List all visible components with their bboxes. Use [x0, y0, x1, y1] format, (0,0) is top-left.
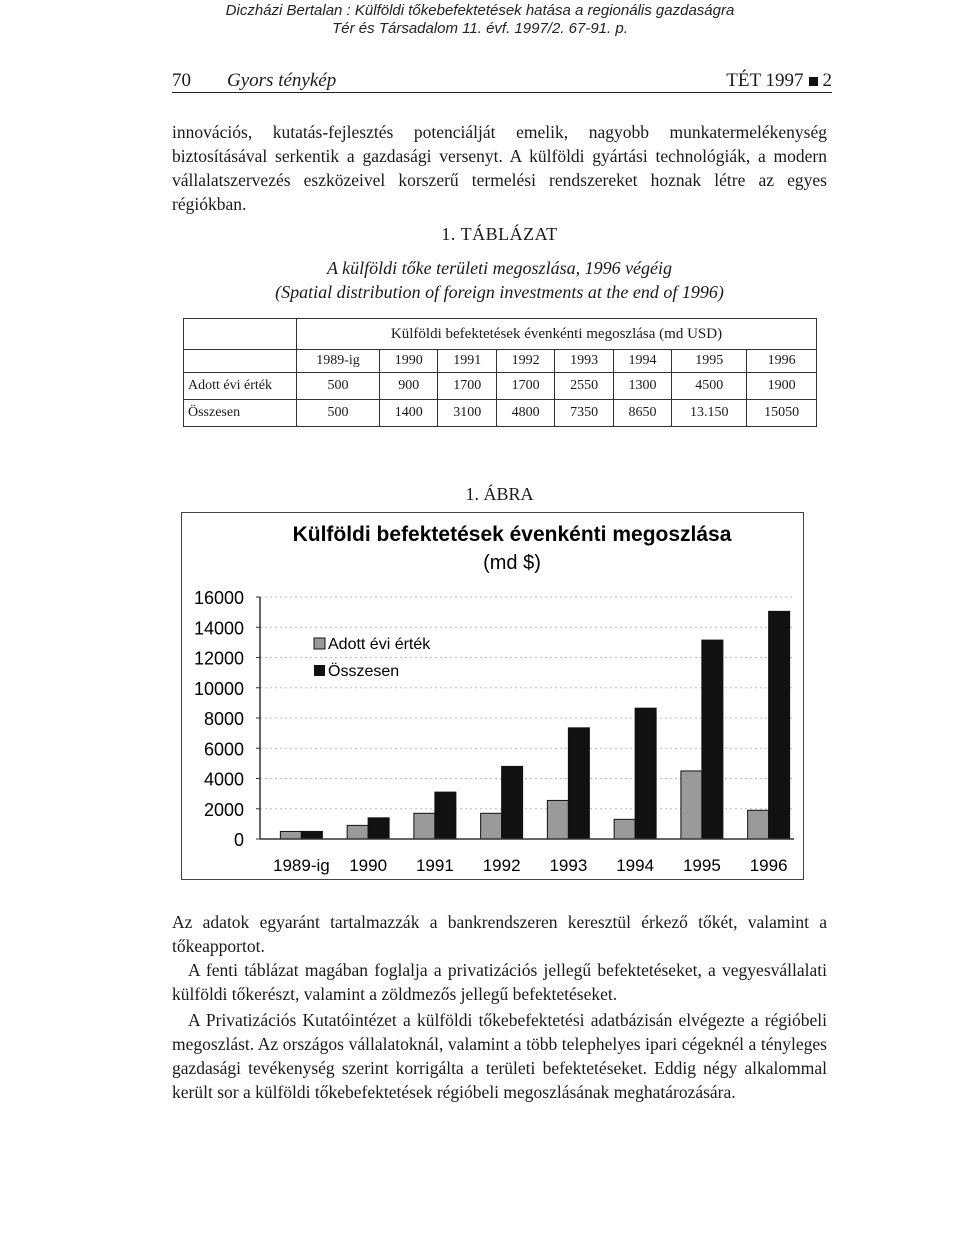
investment-table: [183, 318, 817, 427]
x-tick-label: 1996: [749, 856, 788, 875]
source-citation-line2: Tér és Társadalom 11. évf. 1997/2. 67-91. p.: [332, 20, 628, 37]
column-header: 1994: [613, 350, 671, 373]
table-cell: 2550: [555, 373, 613, 400]
table-cell: 1300: [613, 373, 671, 400]
column-header: 1996: [747, 350, 817, 373]
bar-adott-evi-ertek: [347, 825, 368, 839]
section-name: Gyors ténykép: [227, 70, 337, 91]
table-subtitle-hu: A külföldi tőke területi megoszlása, 1996 végéig: [326, 258, 673, 278]
y-tick-label: 2000: [203, 799, 244, 820]
journal-name: TÉT 1997: [726, 70, 804, 91]
page-header: [172, 70, 832, 93]
bar-osszesen: [702, 640, 723, 839]
issue-number: 2: [822, 70, 832, 91]
table-cell: 1700: [438, 373, 496, 400]
legend-label-adott: Adott évi érték: [328, 636, 431, 653]
table-label: 1. TÁBLÁZAT: [441, 224, 558, 244]
y-tick-label: 6000: [203, 739, 244, 760]
bar-chart: [181, 512, 804, 880]
body-paragraph-1: Az adatok egyaránt tartalmazzák a bankrendszeren keresztül érkező tőkét, valamint a tőkeapportot.: [172, 912, 827, 956]
body-paragraph-3: A Privatizációs Kutatóintézet a külföldi tőkebefektetési adatbázisán elvégezte a régióbeli megoszlást. Az országos vállalatoknál, valamint a több telephelyes ipari cégeknél a tényleges gazdasági tevékenység szerint korrigálta a területi befektetéseket. Eddig négy alkalommal került sor a külföldi tőkebefektetések régióbeli megoszlásának meghatározására.: [172, 1010, 827, 1102]
table-cell: 1700: [496, 373, 554, 400]
bar-osszesen: [301, 831, 322, 839]
y-tick-label: 8000: [203, 709, 244, 729]
x-tick-label: 1993: [549, 856, 588, 875]
bar-adott-evi-ertek: [280, 831, 301, 839]
intro-paragraph: innovációs, kutatás-fejlesztés potenciálját emelik, nagyobb munkatermelékenység biztosításával serkentik a gazdasági versenyt. A külföldi gyártási technológiák, a modern vállalatszervezés eszközeivel korszerű termelési rendszereket hoznak létre az egyes régiókban.: [172, 122, 827, 214]
column-header: 1993: [555, 350, 613, 373]
x-tick-label: 1994: [616, 856, 655, 875]
bar-osszesen: [635, 708, 656, 839]
legend-swatch-osszesen: [314, 665, 325, 676]
empty-corner-cell: [184, 319, 297, 350]
table-cell: 7350: [555, 400, 613, 427]
table-cell: 15050: [747, 400, 817, 427]
table-cell: 3100: [438, 400, 496, 427]
table-cell: 1900: [747, 373, 817, 400]
legend-label-osszesen: Összesen: [328, 663, 400, 680]
bar-adott-evi-ertek: [681, 771, 702, 839]
column-header: 1990: [380, 350, 438, 373]
empty-header-cell: [184, 350, 297, 373]
table-cell: 500: [297, 373, 380, 400]
bar-osszesen: [435, 792, 456, 839]
table-row: [184, 400, 817, 427]
table-cell: 8650: [613, 400, 671, 427]
y-tick-label: 10000: [193, 678, 244, 699]
bar-adott-evi-ertek: [748, 810, 769, 839]
chart-canvas: [182, 513, 803, 879]
chart-subtitle: (md $): [483, 552, 541, 574]
table-cell: 500: [297, 400, 380, 427]
x-tick-label: 1991: [415, 856, 454, 875]
table-cell: 900: [380, 373, 438, 400]
y-tick-label: 14000: [193, 618, 244, 639]
bar-osszesen: [368, 818, 389, 839]
y-tick-label: 16000: [193, 588, 244, 608]
figure-label: 1. ÁBRA: [465, 484, 534, 504]
table-cell: 13.150: [672, 400, 747, 427]
square-bullet-icon: [809, 77, 818, 86]
body-paragraph-2: A fenti táblázat magában foglalja a privatizációs jellegű befektetéseket, a vegyesvállalati külföldi tőkerészt, valamint a zöldmezős jellegű befektetéseket.: [172, 960, 827, 1004]
bar-adott-evi-ertek: [481, 813, 502, 839]
y-tick-label: 4000: [203, 769, 244, 790]
y-tick-label: 12000: [193, 648, 244, 669]
x-tick-label: 1992: [482, 856, 521, 875]
group-header: Külföldi befektetések évenkénti megoszlása (md USD): [297, 319, 817, 350]
source-citation-line1: Diczházi Bertalan : Külföldi tőkebefektetések hatása a regionális gazdaságra: [225, 2, 735, 19]
journal-issue: [726, 70, 832, 92]
chart-title: Külföldi befektetések évenkénti megoszlása: [292, 523, 732, 546]
bar-adott-evi-ertek: [614, 819, 635, 839]
bar-adott-evi-ertek: [414, 813, 435, 839]
x-tick-label: 1995: [682, 856, 721, 875]
bar-osszesen: [568, 728, 589, 839]
bar-adott-evi-ertek: [547, 800, 568, 839]
table-cell: 4500: [672, 373, 747, 400]
y-tick-label: 0: [233, 830, 244, 850]
x-tick-label: 1989-ig: [273, 856, 330, 875]
column-header: 1995: [672, 350, 747, 373]
bar-osszesen: [502, 766, 523, 839]
column-header: 1989-ig: [297, 350, 380, 373]
legend-swatch-adott: [314, 638, 325, 649]
row-label: Összesen: [184, 400, 297, 427]
page-number: 70: [172, 70, 191, 91]
table-cell: 4800: [496, 400, 554, 427]
column-header: 1992: [496, 350, 554, 373]
column-header: 1991: [438, 350, 496, 373]
table-cell: 1400: [380, 400, 438, 427]
table-subtitle-en: (Spatial distribution of foreign investments at the end of 1996): [275, 282, 724, 302]
row-label: Adott évi érték: [184, 373, 297, 400]
x-tick-label: 1990: [349, 856, 388, 875]
bar-osszesen: [769, 611, 790, 839]
table-row: [184, 373, 817, 400]
